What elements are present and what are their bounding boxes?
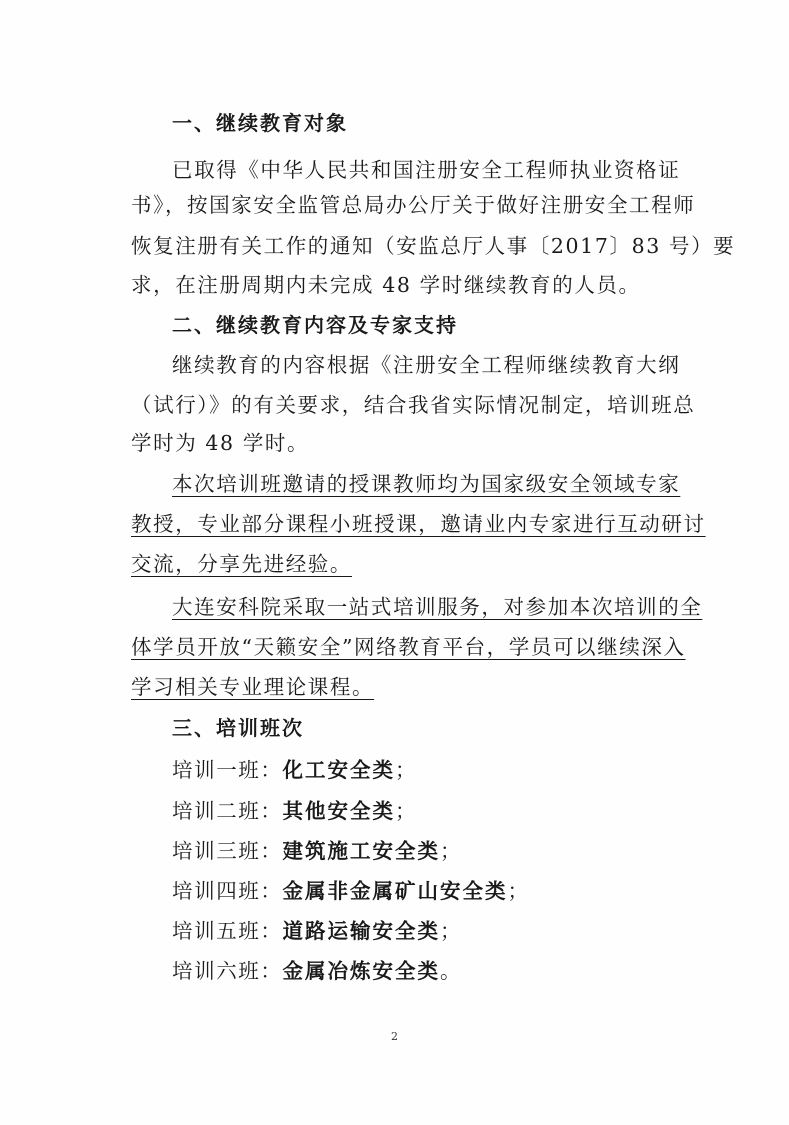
class-name: 金属非金属矿山安全类 (282, 879, 508, 903)
class-name: 化工安全类 (282, 758, 395, 782)
underlined-line: 学习相关专业理论课程。 (131, 675, 375, 699)
class-item (172, 755, 417, 785)
underlined-line: 体学员开放“天籁安全”网络教育平台，学员可以继续深入 (131, 635, 686, 659)
paragraph-line: 学时为 48 学时。 (131, 431, 310, 455)
class-label: 培训一班： (172, 758, 283, 782)
paragraph-line: （试行）》的有关要求，结合我省实际情况制定，培训班总 (131, 393, 696, 417)
class-label: 培训六班： (172, 959, 283, 983)
class-label: 培训三班： (172, 839, 283, 863)
class-item (172, 916, 462, 946)
class-name: 金属冶炼安全类 (282, 959, 440, 983)
class-label: 培训四班： (172, 879, 283, 903)
underlined-line: 交流，分享先进经验。 (131, 552, 352, 576)
paragraph-line: 恢复注册有关工作的通知（安监总厅人事〔2017〕83 号）要 (131, 234, 736, 258)
underlined-line: 教授，专业部分课程小班授课，邀请业内专家进行互动研讨 (131, 512, 706, 536)
section-heading-1: 一、继续教育对象 (172, 111, 348, 135)
paragraph-line: 求，在注册周期内未完成 48 学时继续教育的人员。 (131, 273, 641, 297)
class-end: ； (395, 799, 418, 823)
class-end: ； (440, 919, 463, 943)
page-number: 2 (391, 1030, 398, 1043)
class-end: 。 (440, 959, 463, 983)
section-heading-3: 三、培训班次 (172, 716, 304, 740)
class-name: 建筑施工安全类 (282, 839, 440, 863)
class-name: 其他安全类 (282, 799, 395, 823)
class-end: ； (440, 839, 463, 863)
paragraph-line: 书》，按国家安全监管总局办公厅关于做好注册安全工程师 (131, 193, 696, 217)
class-item (172, 836, 462, 866)
class-name: 道路运输安全类 (282, 919, 440, 943)
class-item (172, 876, 530, 906)
class-item (172, 956, 462, 986)
class-item (172, 796, 417, 826)
paragraph-line: 已取得《中华人民共和国注册安全工程师执业资格证 (172, 158, 681, 182)
class-label: 培训二班： (172, 799, 283, 823)
section-heading-2: 二、继续教育内容及专家支持 (172, 313, 458, 337)
underlined-line: 本次培训班邀请的授课教师均为国家级安全领域专家 (172, 472, 681, 496)
class-end: ； (395, 758, 418, 782)
paragraph-line: 继续教育的内容根据《注册安全工程师继续教育大纲 (172, 353, 681, 377)
underlined-line: 大连安科院采取一站式培训服务，对参加本次培训的全 (172, 595, 703, 619)
class-end: ； (507, 879, 530, 903)
class-label: 培训五班： (172, 919, 283, 943)
